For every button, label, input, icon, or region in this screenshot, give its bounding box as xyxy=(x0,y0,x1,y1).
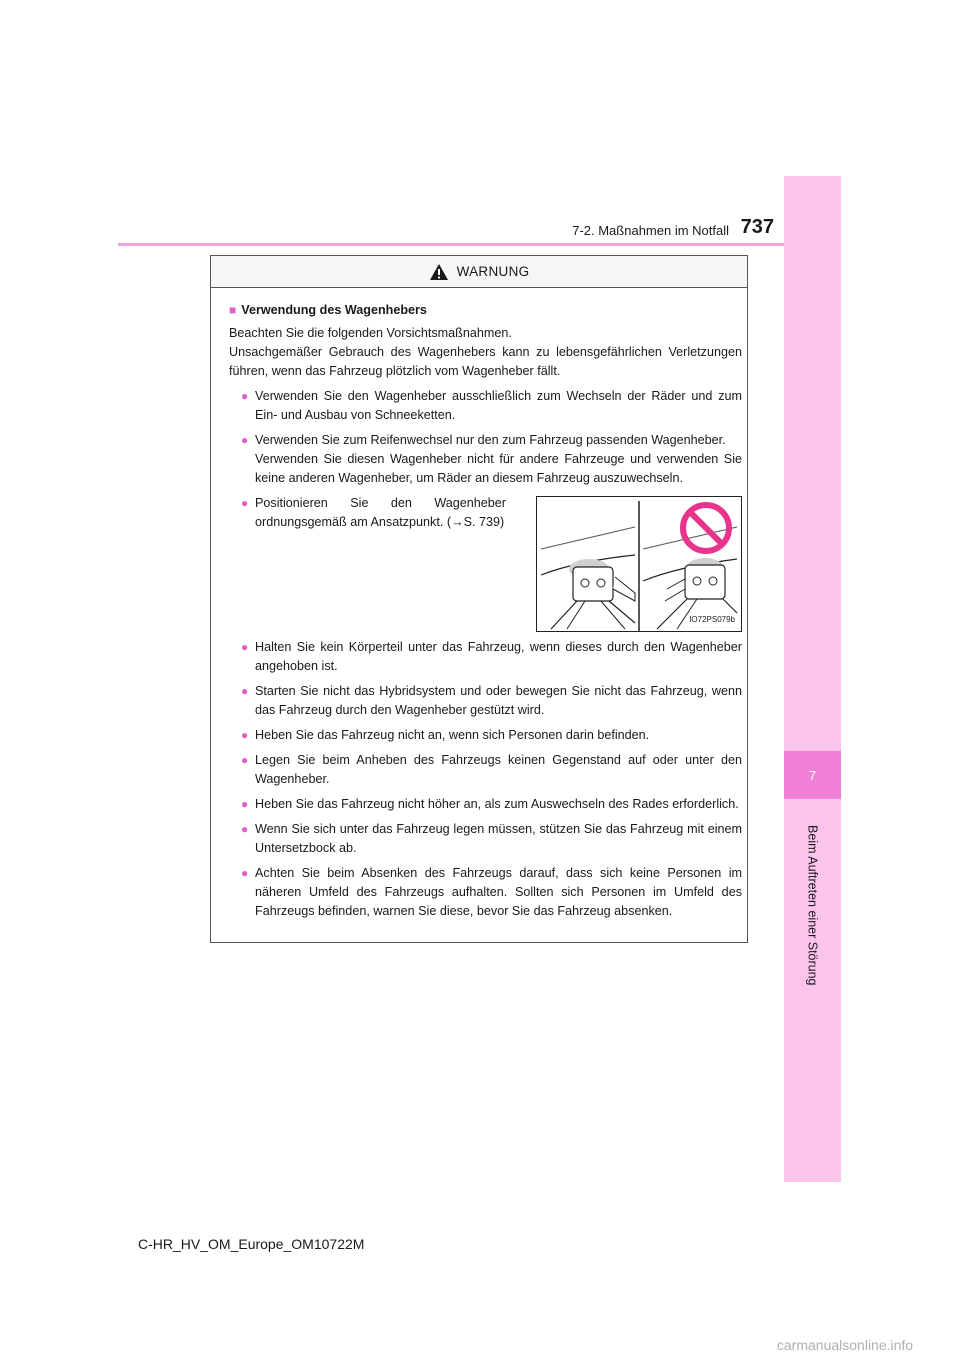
figure-row xyxy=(241,494,742,632)
manual-code: C-HR_HV_OM_Europe_OM10722M xyxy=(138,1236,365,1252)
bullet-dot-icon: ● xyxy=(241,433,249,447)
bullet-dot-icon: ● xyxy=(241,640,249,654)
side-chapter-number: 7 xyxy=(784,751,841,799)
warning-topic-line xyxy=(229,301,742,320)
bullet-dot-icon: ● xyxy=(241,496,249,510)
list-item: ● Positionieren Sie den Wagenheber ordnungsgemäß am Ansatzpunkt. (→S. 739) xyxy=(241,496,506,529)
prohibition-icon xyxy=(679,501,733,555)
list-item: ● Halten Sie kein Körperteil unter das Fahrzeug, wenn dieses durch den Wagenheber angehoben ist. xyxy=(241,640,742,673)
side-tab xyxy=(784,176,841,1182)
figure-code: IO72PS079b xyxy=(689,615,735,624)
side-chapter-title: Beim Auftreten einer Störung xyxy=(805,824,820,986)
bullet-dot-icon: ● xyxy=(241,797,249,811)
list-item: ● Legen Sie beim Anheben des Fahrzeugs keinen Gegenstand auf oder unter den Wagenheber. xyxy=(241,753,742,786)
warning-body xyxy=(211,288,747,921)
list-item: ● Wenn Sie sich unter das Fahrzeug legen müssen, stützen Sie das Fahrzeug mit einem Untersetzbock ab. xyxy=(241,822,742,855)
list-item: ● Heben Sie das Fahrzeug nicht höher an, als zum Auswechseln des Rades erforderlich. xyxy=(241,795,742,814)
jack-illustration xyxy=(536,496,742,632)
bullet-dot-icon: ● xyxy=(241,753,249,767)
square-bullet-icon: ■ xyxy=(229,303,237,317)
header-rule xyxy=(118,243,784,246)
list-item: ● Achten Sie beim Absenken des Fahrzeugs darauf, dass sich keine Personen im näheren Umfeld des Fahrzeugs aufhalten. Sollten sich Personen im Umfeld des Fahrzeugs befinden, warnen Sie diese, bevor Sie das Fahrzeug absenken. xyxy=(241,866,742,918)
warning-intro-2: Unsachgemäßer Gebrauch des Wagenhebers kann zu lebensgefährlichen Verletzungen führen, wenn das Fahrzeug plötzlich vom Wagenheber fällt. xyxy=(229,345,742,378)
warning-topic: Verwendung des Wagenhebers xyxy=(241,303,427,317)
warning-triangle-icon xyxy=(429,263,449,281)
bullet-dot-icon: ● xyxy=(241,389,249,403)
page-number: 737 xyxy=(740,216,774,238)
header-section-title: 7-2. Maßnahmen im Notfall xyxy=(572,223,729,238)
list-item: ● Verwenden Sie den Wagenheber ausschließlich zum Wechseln der Räder und zum Ein- und Ausbau von Schneeketten. xyxy=(241,389,742,422)
watermark: carmanualsonline.info xyxy=(730,1332,960,1358)
list-item: ● Starten Sie nicht das Hybridsystem und oder bewegen Sie nicht das Fahrzeug, wenn das Fahrzeug durch den Wagenheber gestützt wird. xyxy=(241,684,742,717)
warning-header xyxy=(211,256,747,288)
warning-title: WARNUNG xyxy=(456,264,530,279)
bullet-dot-icon: ● xyxy=(241,822,249,836)
side-chapter-title-box xyxy=(785,815,840,995)
bullet-dot-icon: ● xyxy=(241,866,249,880)
warning-intro: Beachten Sie die folgenden Vorsichtsmaßnahmen. xyxy=(229,326,512,340)
bullet-dot-icon: ● xyxy=(241,684,249,698)
warning-box xyxy=(210,255,748,943)
list-item: ● Heben Sie das Fahrzeug nicht an, wenn sich Personen darin befinden. xyxy=(241,726,742,745)
bullet-dot-icon: ● xyxy=(241,728,249,742)
list-item: ● Verwenden Sie zum Reifenwechsel nur den zum Fahrzeug passenden Wagenheber. Verwenden Sie diesen Wagenheber nicht für andere Fahrzeuge und verwenden Sie keine anderen Wagenheber, um Räder an diesem Fahrzeug auszuwechseln. xyxy=(241,433,742,485)
